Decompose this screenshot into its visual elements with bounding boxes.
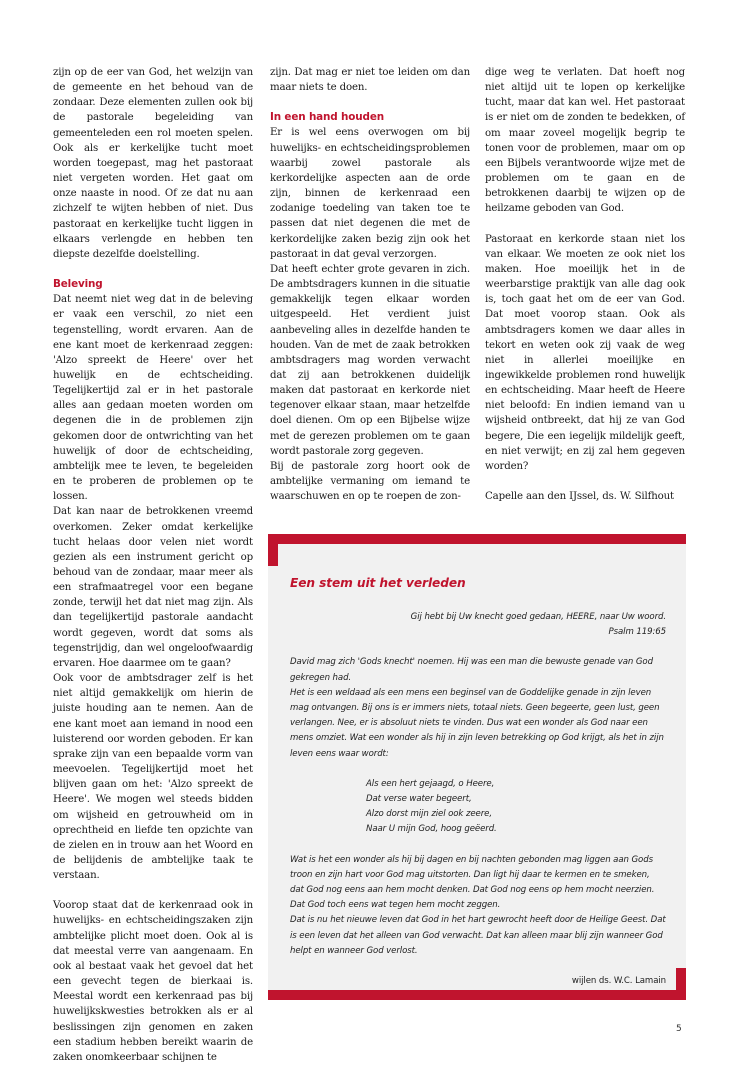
poem-line: Als een hert gejaagd, o Heere, (366, 778, 495, 789)
box-paragraph: Dat is nu het nieuwe leven dat God in het hart gewrocht heeft door de Heilige Geest. Dat is een leven dat het alleen van God verwacht. Dat kan alleen maar blij zijn wanneer God helpt en wanneer God verlost. (290, 915, 666, 956)
paragraph: Dat heeft echter grote gevaren in zich. De ambtsdragers kunnen in die situatie gemakkelijk tegen elkaar worden uitgespeeld. Het verdient juist aanbeveling alles in dezelfde handen te houden. Van de met de zaak betrokken ambtsdragers mag worden verwacht dat zij aan betrokkenen duidelijk maken dat pastoraat en kerkorde niet tegenover elkaar staan, maar hetzelfde doel dienen. Om op een Bijbelse wijze met de gerezen problemen om te gaan wordt pastorale zorg gegeven. (270, 263, 470, 457)
poem (290, 777, 666, 838)
section-heading-beleving: Beleving (53, 278, 103, 291)
article-column-1 (53, 65, 253, 1065)
paragraph: dige weg te verlaten. Dat hoeft nog niet altijd uit te lopen op kerkelijke tucht, maar dat kan wel. Het pastoraat is er niet om de zonden te bedekken, of om maar zoveel mogelijk begrip te tonen voor de problemen, maar om op een Bijbels verantwoorde wijze met de problemen om te gaan en de betrokkenen daarbij te wijzen op de heilzame geboden van God. (485, 67, 685, 215)
paragraph: Pastoraat en kerkorde staan niet los van elkaar. We moeten ze ook niet los maken. Hoe moeilijk het in de weerbarstige praktijk van alle dag ook is, toch gaat het om de eer van God. Dat moet voorop staan. Ook als ambtsdragers komen we daar alles in tekort en weten ook zij vaak de weg niet in allerlei moeilijke en ingewikkelde problemen rond huwelijk en echtscheiding. Maar heeft de Heere niet beloofd: En indien iemand van u wijsheid ontbreekt, dat hij ze van God begere, Die een iegelijk mildelijk geeft, en niet verwijt; en zij zal hem gegeven worden? (485, 233, 685, 472)
box-title: Een stem uit het verleden (290, 576, 466, 590)
poem-line: Alzo dorst mijn ziel ook zeere, (366, 809, 492, 820)
page-number: 5 (676, 1024, 682, 1034)
box-paragraph: Het is een weldaad als een mens een beginsel van de Goddelijke genade in zijn leven mag ontvangen. Bij ons is er immers niets, totaal niets. Geen begeerte, geen lust, geen verlangen. Nee, er is absoluut niets te vinden. Dus wat een wonder als God naar een mens omziet. Wat een wonder als hij in zijn leven betrekking op God krijgt, als het in zijn leven eens waar wordt: (290, 687, 664, 759)
box-top-border (268, 534, 686, 544)
article-column-2 (270, 65, 470, 504)
paragraph: Dat neemt niet weg dat in de beleving er vaak een verschil, zo niet een tegenstelling, wordt ervaren. Aan de ene kant moet de kerkenraad zeggen: 'Alzo spreekt de Heere' over het huwelijk en de echtscheiding. Tegelijkertijd zal er in het pastorale alles aan gedaan moeten worden om degenen die in de problemen zijn gekomen door de ontwrichting van het huwelijk of door de echtscheiding, ambtelijk mee te leven, te begeleiden en te proberen de problemen op te lossen. (53, 294, 253, 503)
box-left-corner (268, 534, 278, 566)
paragraph: Bij de pastorale zorg hoort ook de ambtelijke vermaning om iemand te waarschuwen en op te roepen de zon- (270, 460, 470, 503)
box-signature: wijlen ds. W.C. Lamain (571, 976, 666, 987)
paragraph: Ook voor de ambtsdrager zelf is het niet altijd gemakkelijk om hierin de juiste houding aan te nemen. Aan de ene kant moet aan iemand in nood een luisterend oor worden geboden. Er kan sprake zijn van een bepaalde vorm van meevoelen. Tegelijkertijd moet het blijven gaan om het: 'Alzo spreekt de Heere'. We mogen wel steeds bidden om wijsheid en getrouwheid om in oprechtheid en liefde ten opzichte van de zielen en in trouw aan het Woord en de belijdenis de ambtelijke taak te verstaan. (53, 673, 253, 882)
bible-reference: Psalm 119:65 (608, 627, 666, 638)
paragraph: Er is wel eens overwogen om bij huwelijks- en echtscheidingsproblemen waarbij zowel pastorale als kerkordelijke aspecten aan de orde zijn, binnen de kerkenraad een zodanige toedeling van taken toe te passen dat niet degenen die met de kerkordelijke zaken bezig zijn ook het pastoraat in dat geval verzorgen. (270, 127, 470, 260)
article-column-3 (485, 65, 685, 504)
box-paragraph: Wat is het een wonder als hij bij dagen en bij nachten gebonden mag liggen aan Gods troon en zijn hart voor God mag uitstorten. Dan ligt hij daar te kermen en te smeken, dat God nog eens aan hem mocht denken. Dat God nog eens op hem mocht neerzien. Dat God toch eens wat tegen hem mocht zeggen. (290, 854, 655, 911)
sidebar-box-content (290, 574, 666, 989)
poem-line: Dat verse water begeert, (366, 794, 472, 805)
paragraph: zijn op de eer van God, het welzijn van de gemeente en het behoud van de zondaar. Deze elementen zullen ook bij de pastorale begeleiding van gemeenteleden een rol moeten spelen. Ook als er kerkelijke tucht moet worden toegepast, mag het pastoraat niet vergeten worden. Het gaat om onze naaste in nood. Of ze dat nu aan zichzelf te wijten hebben of niet. Dus pastoraat en kerkelijke tucht liggen in elkaars verlengde en hebben ten diepste dezelfde doelstelling. (53, 67, 253, 260)
poem-line: Naar U mijn God, hoog geëerd. (366, 824, 497, 835)
paragraph: Voorop staat dat de kerkenraad ook in huwelijks- en echtscheidingszaken zijn ambtelijke plicht moet doen. Ook al is dat meestal verre van aangenaam. En ook al bestaat vaak het gevoel dat het een gevecht tegen de bierkaai is. Meestal wordt een kerkenraad pas bij huwelijkskwesties betrokken als er al beslissingen zijn genomen en zaken een stadium hebben bereikt waarin de zaken onomkeerbaar schijnen te (53, 900, 253, 1063)
box-paragraph: David mag zich 'Gods knecht' noemen. Hij was een man die bewuste genade van God gekregen had. (290, 657, 653, 683)
bible-quote: Gij hebt bij Uw knecht goed gedaan, HEERE, naar Uw woord. (410, 612, 666, 622)
paragraph: Dat kan naar de betrokkenen vreemd overkomen. Zeker omdat kerkelijke tucht helaas door velen niet wordt gezien als een instrument gericht op behoud van de zondaar, maar meer als een strafmaatregel voor een begane zonde, terwijl het dat niet mag zijn. Als dan tegelijkertijd pastorale aandacht wordt gegeven, wordt dat soms als tegenstrijdig, dan wel ongeloofwaardig ervaren. Hoe daarmee om te gaan? (53, 506, 253, 669)
box-right-corner (676, 968, 686, 1000)
author-signature: Capelle aan den IJssel, ds. W. Silfhout (485, 491, 674, 503)
section-heading-in-een-hand-houden: In een hand houden (270, 111, 384, 124)
paragraph: zijn. Dat mag er niet toe leiden om dan maar niets te doen. (270, 67, 470, 94)
box-bottom-border (268, 990, 686, 1000)
